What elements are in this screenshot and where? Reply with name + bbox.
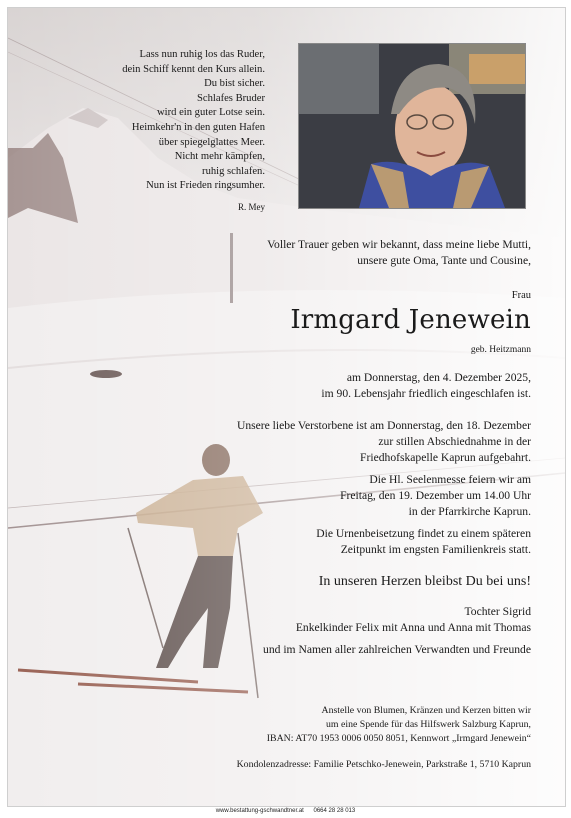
deceased-title: Frau — [511, 290, 531, 301]
deceased-name: Irmgard Jenewein — [290, 305, 531, 335]
viewing-line-3: Friedhofskapelle Kaprun aufgebahrt. — [360, 451, 531, 464]
mass-line-1: Die Hl. Seelenmesse feiern wir am — [369, 473, 531, 486]
poem-line: Schlafes Bruder — [197, 92, 265, 104]
poem — [25, 48, 265, 215]
mass-notice — [340, 472, 531, 520]
mourners — [263, 604, 531, 658]
birth-name: geb. Heitzmann — [470, 345, 531, 355]
portrait-image — [299, 44, 525, 208]
urn-line-2: Zeitpunkt im engsten Familienkreis statt. — [340, 543, 531, 556]
donation-iban: IBAN: AT70 1953 0006 0050 8051, Kennwort „Irmgard Jenewein“ — [266, 733, 531, 744]
announcement-line-1: Voller Trauer geben wir bekannt, dass meine liebe Mutti, — [267, 238, 531, 251]
motto: In unseren Herzen bleibst Du bei uns! — [318, 574, 531, 589]
mass-line-2: Freitag, den 19. Dezember um 14.00 Uhr — [340, 489, 531, 502]
mass-line-3: in der Pfarrkirche Kaprun. — [408, 505, 531, 518]
poem-line: Nun ist Frieden ringsumher. — [146, 180, 265, 192]
poem-author: R. Mey — [238, 201, 265, 212]
urn-line-1: Die Urnenbeisetzung findet zu einem späteren — [316, 527, 531, 540]
poem-line: Heimkehr'n in den guten Hafen — [131, 121, 265, 133]
announcement — [267, 237, 531, 269]
viewing-line-1: Unsere liebe Verstorbene ist am Donnerstag, den 18. Dezember — [236, 419, 531, 432]
poem-line: ruhig schlafen. — [202, 165, 265, 177]
footer-phone: 0664 28 28 013 — [313, 808, 356, 814]
announcement-line-2: unsere gute Oma, Tante und Cousine, — [357, 254, 531, 267]
urn-notice — [316, 526, 531, 558]
poem-line: über spiegelglattes Meer. — [158, 136, 265, 148]
donation-line-1: Anstelle von Blumen, Kränzen und Kerzen bitten wir — [321, 705, 531, 716]
poem-line: Lass nun ruhig los das Ruder, — [139, 49, 265, 60]
donation-request — [267, 704, 531, 746]
poem-line: wird ein guter Lotse sein. — [157, 107, 265, 119]
mourners-line-3: und im Namen aller zahlreichen Verwandten und Freunde — [263, 643, 531, 656]
poem-line: dein Schiff kennt den Kurs allein. — [122, 63, 265, 75]
donation-line-2: um eine Spende für das Hilfswerk Salzburg Kaprun, — [326, 719, 531, 730]
death-notice — [321, 370, 531, 402]
death-line-2: im 90. Lebensjahr friedlich eingeschlafen ist. — [321, 387, 531, 400]
death-line-1: am Donnerstag, den 4. Dezember 2025, — [346, 371, 531, 384]
footer-website[interactable]: www.bestattung-gschwandtner.at — [215, 808, 304, 814]
poem-line: Du bist sicher. — [204, 78, 265, 90]
condolence-address: Kondolenzadresse: Familie Petschko-Jenewein, Parkstraße 1, 5710 Kaprun — [236, 759, 531, 770]
viewing-notice — [237, 418, 531, 466]
obituary-card — [7, 7, 566, 807]
footer — [0, 808, 571, 814]
portrait-photo — [298, 43, 526, 209]
poem-line: Nicht mehr kämpfen, — [174, 151, 265, 163]
mourners-line-1: Tochter Sigrid — [464, 605, 531, 618]
viewing-line-2: zur stillen Abschiednahme in der — [378, 435, 531, 448]
mourners-line-2: Enkelkinder Felix mit Anna und Anna mit Thomas — [295, 621, 531, 634]
